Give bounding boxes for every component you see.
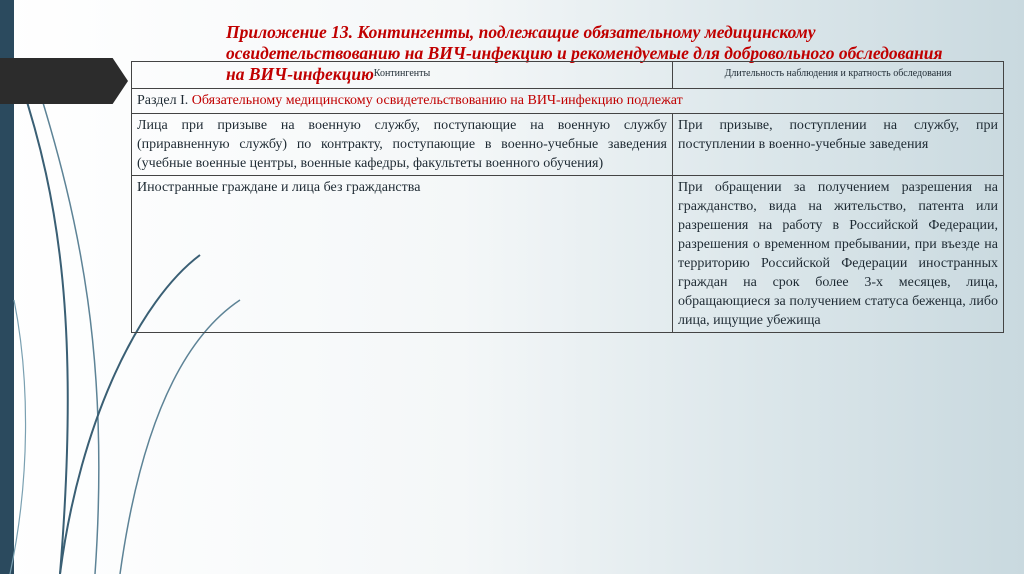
row-1-contingent: Лица при призыве на военную службу, поступающие на военную службу (приравненную службу) по контракту, поступающие в военно-учебные заведения (учебные военные центры, военные кафедры, факультеты военного обучения) <box>132 114 673 176</box>
table-header-row <box>132 62 1004 89</box>
table-row <box>132 114 1004 176</box>
section-cell <box>132 89 1004 114</box>
section-text: Обязательному медицинскому освидетельствованию на ВИЧ-инфекцию подлежат <box>191 93 683 108</box>
header-contingents: Контингенты <box>132 62 673 89</box>
header-frequency: Длительность наблюдения и кратность обследования <box>673 62 1004 89</box>
section-prefix: Раздел I. <box>137 93 192 108</box>
slide-title: Приложение 13. Контингенты, подлежащие обязательному медицинскому освидетельствованию на ВИЧ-инфекцию и рекомендуемые для добровольного обследования на ВИЧ-инфекцию <box>226 22 943 84</box>
row-2-contingent: Иностранные граждане и лица без гражданства <box>132 176 673 333</box>
table-row <box>132 176 1004 333</box>
section-row <box>132 89 1004 114</box>
arrow-tab-decoration <box>0 58 128 104</box>
contingents-table <box>131 61 1004 333</box>
row-1-frequency: При призыве, поступлении на службу, при поступлении в военно-учебные заведения <box>673 114 1004 176</box>
row-2-frequency: При обращении за получением разрешения на гражданство, вида на жительство, патента или разрешения на работу в Российской Федерации, разрешения о временном пребывании, при въезде на территорию Российской Федерации иностранных граждан на срок более 3-х месяцев, лица, обращающиеся за получением статуса беженца, либо лица, ищущие убежища <box>673 176 1004 333</box>
